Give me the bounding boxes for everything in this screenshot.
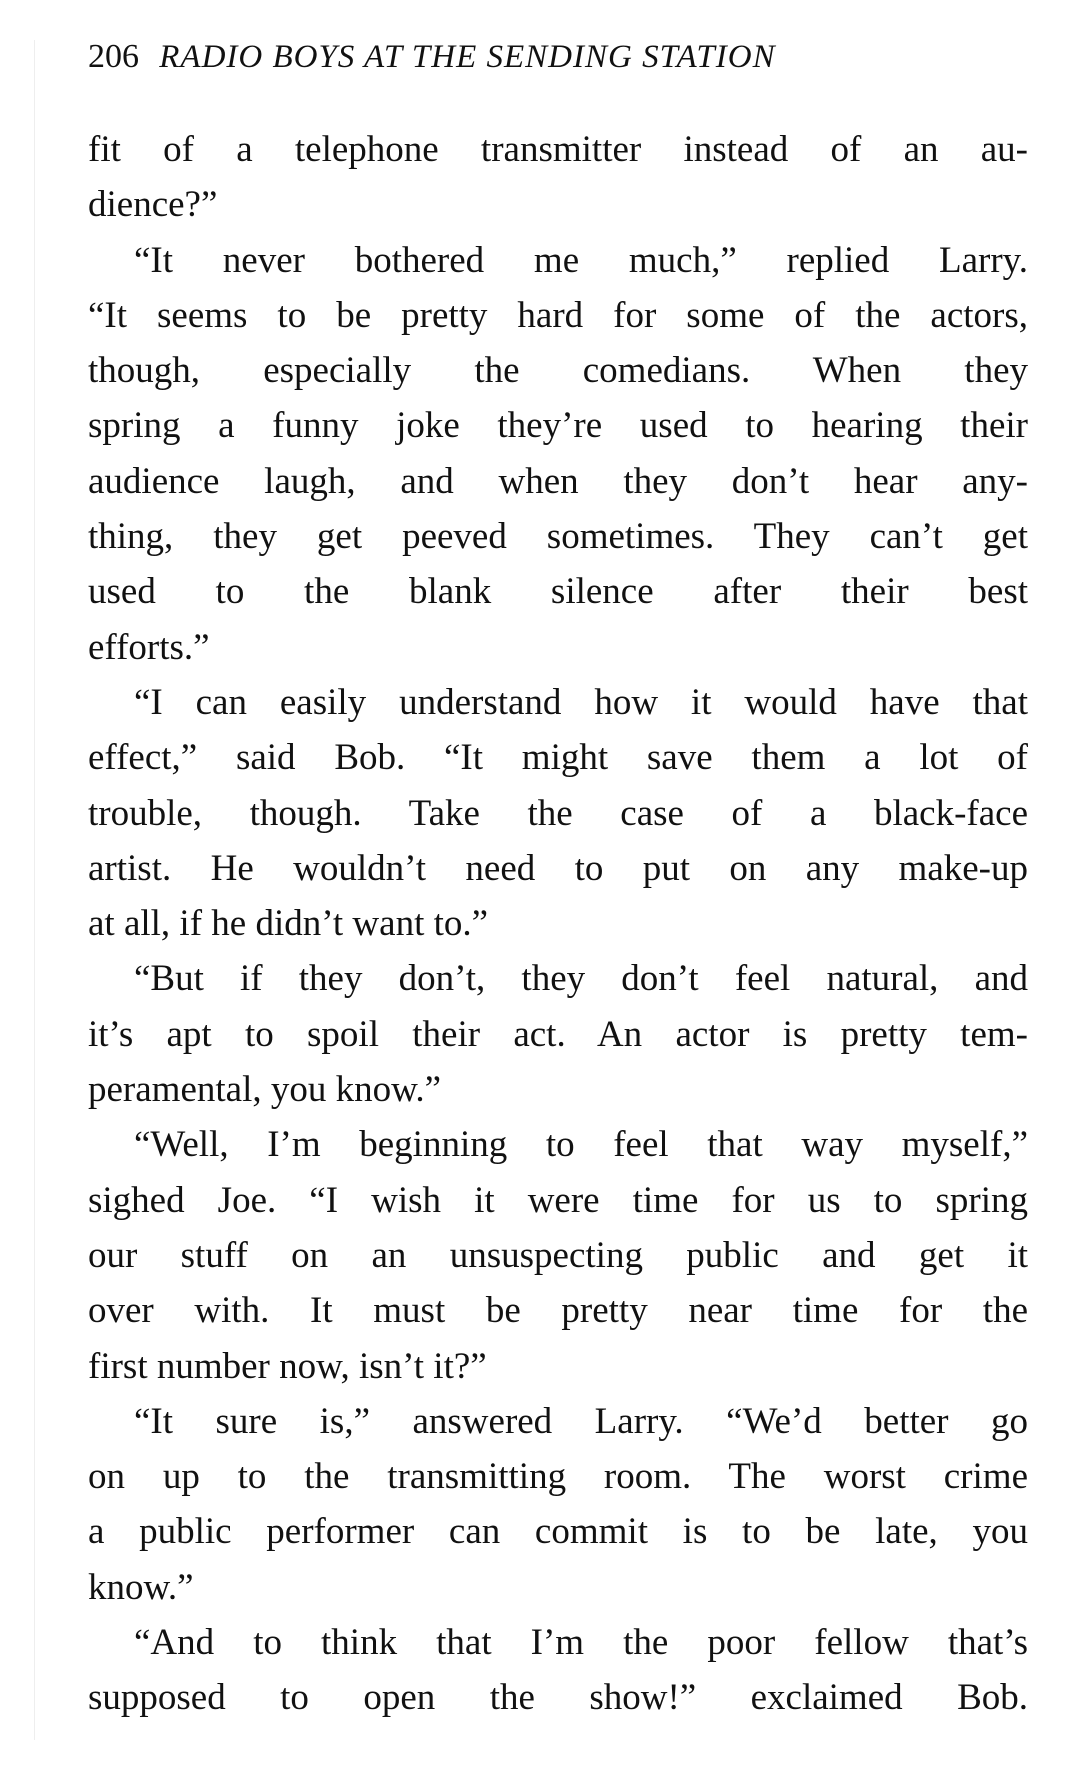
text-line: sighed Joe. “I wish it were time for us to spring — [88, 1179, 1028, 1221]
text-line: artist. He wouldn’t need to put on any make-up — [88, 847, 1028, 889]
text-line: over with. It must be pretty near time for the — [88, 1290, 1028, 1332]
running-title: RADIO BOYS AT THE SENDING STATION — [159, 39, 776, 75]
text-line: “Well, I’m beginning to feel that way myself,” — [134, 1124, 1028, 1166]
scan-edge — [34, 40, 35, 1740]
text-line: supposed to open the show!” exclaimed Bob. — [88, 1677, 1028, 1719]
text-line: our stuff on an unsuspecting public and get it — [88, 1234, 1028, 1276]
running-header — [88, 38, 993, 88]
text-line: “It never bothered me much,” replied Larry. — [134, 239, 1028, 281]
text-line: first number now, isn’t it?” — [88, 1345, 487, 1387]
text-line: efforts.” — [88, 626, 210, 668]
text-line: effect,” said Bob. “It might save them a lot of — [88, 737, 1028, 779]
text-line: audience laugh, and when they don’t hear any- — [88, 460, 1028, 502]
text-line: peramental, you know.” — [88, 1069, 442, 1111]
text-line: “But if they don’t, they don’t feel natural, and — [134, 958, 1028, 1000]
text-line: “I can easily understand how it would have that — [134, 681, 1028, 723]
text-line: though, especially the comedians. When they — [88, 350, 1028, 392]
text-line: fit of a telephone transmitter instead of an au- — [88, 129, 1028, 170]
text-line: a public performer can commit is to be late, you — [88, 1511, 1028, 1553]
text-line: spring a funny joke they’re used to hearing their — [88, 405, 1028, 447]
text-line: know.” — [88, 1566, 194, 1608]
text-line: “And to think that I’m the poor fellow that’s — [134, 1622, 1028, 1664]
text-line: used to the blank silence after their best — [88, 571, 1028, 613]
text-line: it’s apt to spoil their act. An actor is pretty tem- — [88, 1013, 1028, 1055]
text-line: on up to the transmitting room. The worst crime — [88, 1456, 1028, 1498]
text-line: “It seems to be pretty hard for some of the actors, — [88, 294, 1028, 336]
page-number: 206 — [88, 38, 139, 75]
text-line: “It sure is,” answered Larry. “We’d better go — [134, 1400, 1028, 1442]
text-line: dience?” — [88, 184, 218, 226]
page-body — [88, 122, 1028, 1726]
text-line: trouble, though. Take the case of a black-face — [88, 792, 1028, 834]
text-line: thing, they get peeved sometimes. They can’t get — [88, 516, 1028, 558]
text-line: at all, if he didn’t want to.” — [88, 903, 489, 945]
